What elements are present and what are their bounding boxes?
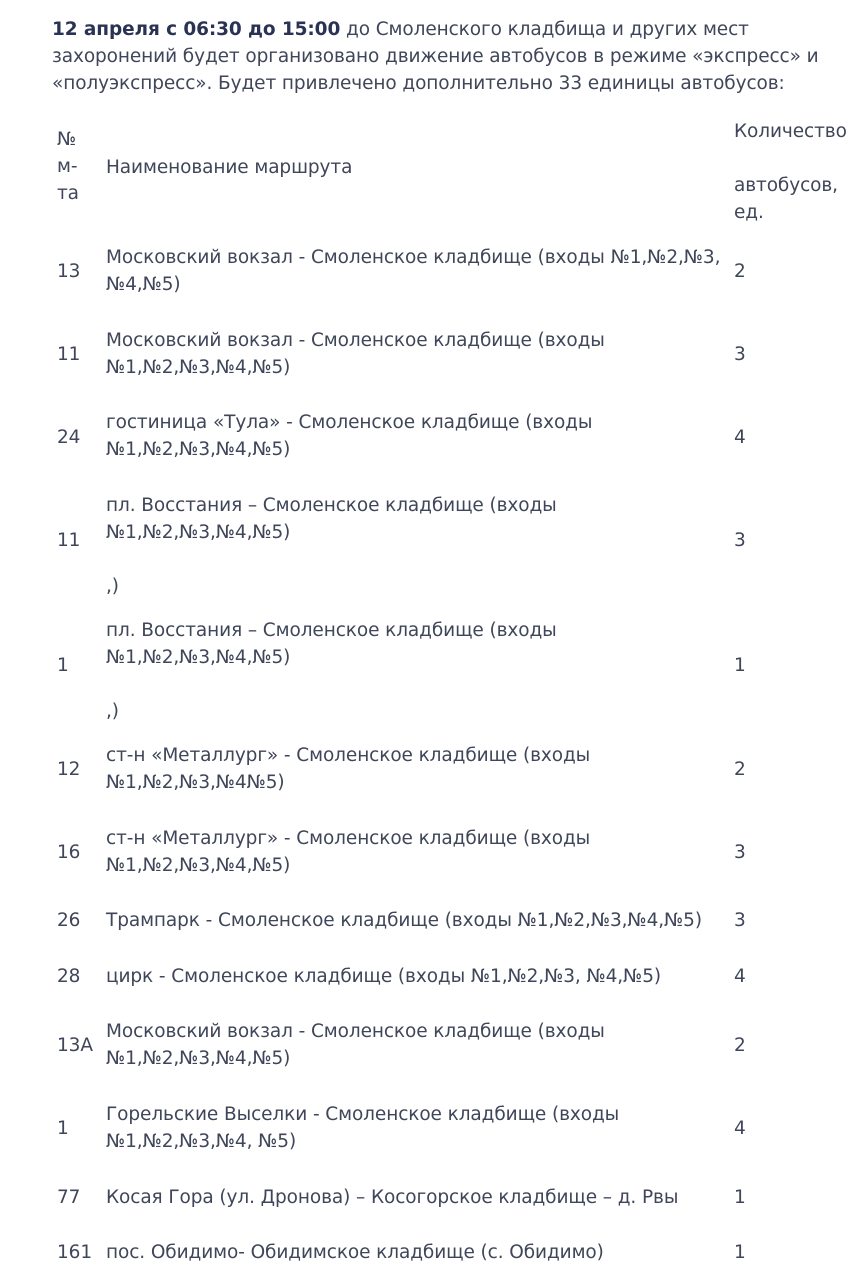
row-1-name: Московский вокзал - Смоленское кладбище (входы №1,№2,№3,№4,№5) [106, 330, 605, 378]
row-2-number: 24 [57, 427, 81, 448]
row-3-number: 11 [57, 530, 81, 551]
row-12-number: 161 [57, 1242, 93, 1263]
intro-date-time: 12 апреля с 06:30 до 15:00 [52, 19, 341, 40]
row-3-count: 3 [734, 530, 746, 551]
row-1-count: 3 [734, 344, 746, 365]
header-bus-count: Количество автобусов, ед. [734, 121, 847, 223]
row-9-count: 2 [734, 1035, 746, 1056]
row-7-number: 26 [57, 910, 81, 931]
row-4-name: пл. Восстания – Смоленское кладбище (входы №1,№2,№3,№4,№5) ,) [106, 620, 557, 722]
row-4-number: 1 [57, 655, 69, 676]
row-9-name: Московский вокзал - Смоленское кладбище (входы №1,№2,№3,№4,№5) [106, 1021, 605, 1069]
row-5-name: ст-н «Металлург» - Смоленское кладбище (входы №1,№2,№3,№4№5) [106, 745, 591, 793]
row-0-name: Московский вокзал - Смоленское кладбище (входы №1,№2,№3, №4,№5) [106, 247, 721, 295]
row-1-number: 11 [57, 344, 81, 365]
row-0-count: 2 [734, 261, 746, 282]
row-7-name: Трампарк - Смоленское кладбище (входы №1,№2,№3,№4,№5) [106, 910, 702, 931]
row-2-name: гостиница «Тула» - Смоленское кладбище (входы №1,№2,№3,№4,№5) [106, 412, 593, 460]
row-11-name: Косая Гора (ул. Дронова) – Косогорское кладбище – д. Рвы [106, 1187, 679, 1208]
row-10-number: 1 [57, 1118, 69, 1139]
row-8-count: 4 [734, 966, 746, 987]
row-10-count: 4 [734, 1118, 746, 1139]
row-12-name: пос. Обидимо- Обидимское кладбище (с. Обидимо) [106, 1242, 604, 1263]
row-6-name: ст-н «Металлург» - Смоленское кладбище (входы №1,№2,№3,№4,№5) [106, 828, 591, 876]
header-route-name: Наименование маршрута [106, 157, 353, 178]
row-6-number: 16 [57, 842, 81, 863]
row-8-name: цирк - Смоленское кладбище (входы №1,№2,№3, №4,№5) [106, 966, 661, 987]
row-10-name: Горельские Выселки - Смоленское кладбище (входы №1,№2,№3,№4, №5) [106, 1104, 620, 1152]
row-8-number: 28 [57, 966, 81, 987]
row-2-count: 4 [734, 427, 746, 448]
row-4-count: 1 [734, 655, 746, 676]
row-5-count: 2 [734, 759, 746, 780]
row-5-number: 12 [57, 759, 81, 780]
row-11-number: 77 [57, 1187, 81, 1208]
header-route-number: № м- та [57, 129, 79, 204]
row-0-number: 13 [57, 261, 81, 282]
row-6-count: 3 [734, 842, 746, 863]
row-9-number: 13А [57, 1035, 93, 1056]
row-12-count: 1 [734, 1242, 746, 1263]
row-7-count: 3 [734, 910, 746, 931]
intro-paragraph [52, 16, 852, 97]
row-11-count: 1 [734, 1187, 746, 1208]
intro-text: до Смоленского кладбища и других мест захоронений будет организовано движение автобусов в режиме «экспресс» и «полуэкспресс». Будет привлечено дополнительно 33 единицы автобусов: [52, 19, 819, 94]
row-3-name: пл. Восстания – Смоленское кладбище (входы №1,№2,№3,№4,№5) ,) [106, 495, 557, 597]
